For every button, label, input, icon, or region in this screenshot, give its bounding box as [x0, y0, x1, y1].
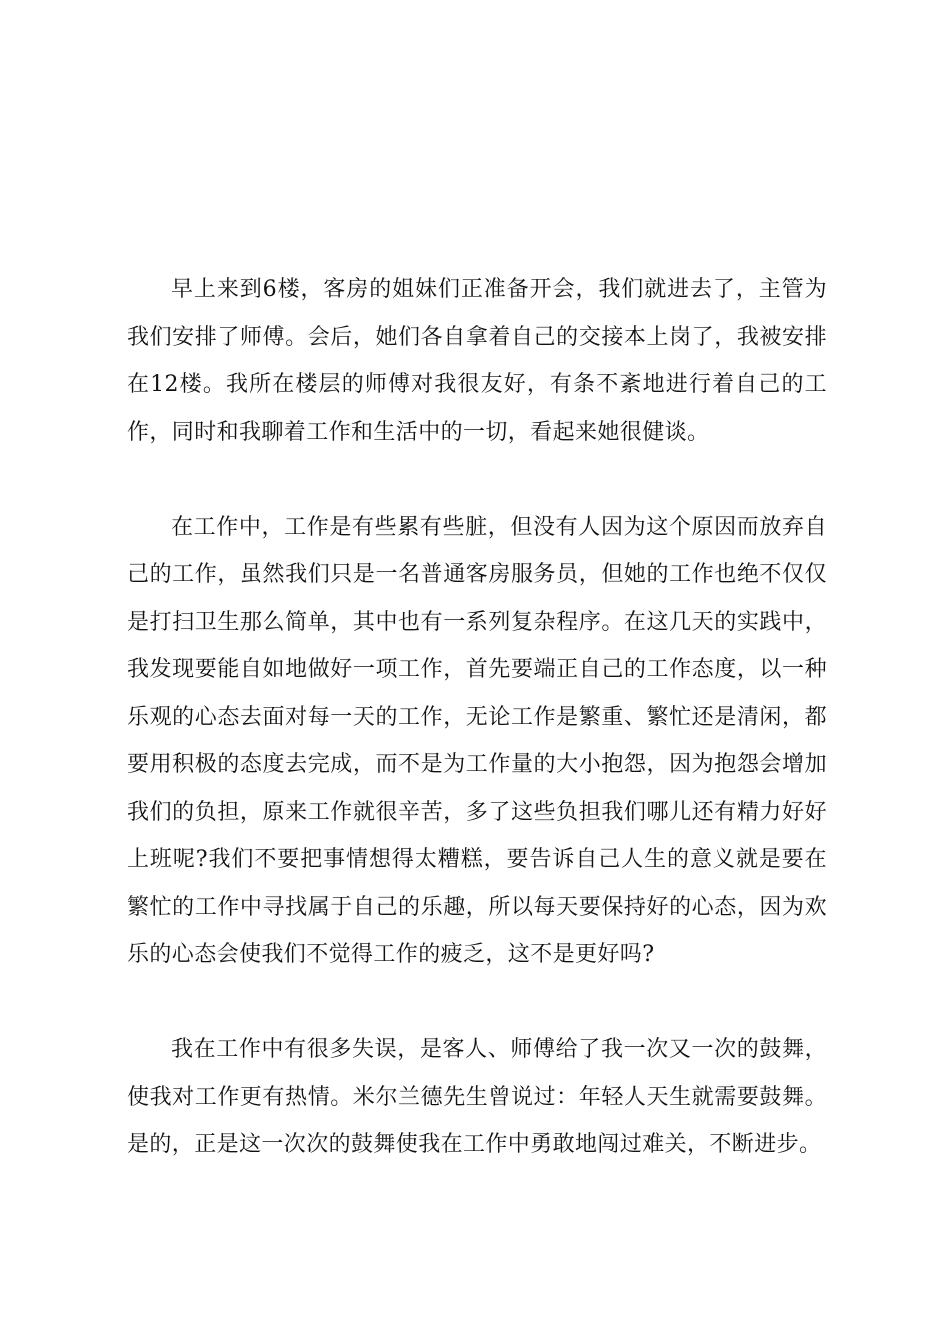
paragraph-1: 早上来到6楼，客房的姐妹们正准备开会，我们就进去了，主管为我们安排了师傅。会后，她们各自拿着自己的交接本上岗了，我被安排在12楼。我所在楼层的师傅对我很友好，有条不紊地进行着自己的工作，同时和我聊着工作和生活中的一切，看起来她很健谈。 — [127, 277, 827, 445]
document-body — [127, 266, 827, 1169]
paragraph-2: 在工作中，工作是有些累有些脏，但没有人因为这个原因而放弃自己的工作，虽然我们只是一名普通客房服务员，但她的工作也绝不仅仅是打扫卫生那么简单，其中也有一系列复杂程序。在这几天的实践中，我发现要能自如地做好一项工作，首先要端正自己的工作态度，以一种乐观的心态去面对每一天的工作，无论工作是繁重、繁忙还是清闲，都要用积极的态度去完成，而不是为工作量的大小抱怨，因为抱怨会增加我们的负担，原来工作就很辛苦，多了这些负担我们哪儿还有精力好好上班呢?我们不要把事情想得太糟糕，要告诉自己人生的意义就是要在繁忙的工作中寻找属于自己的乐趣，所以每天要保持好的心态，因为欢乐的心态会使我们不觉得工作的疲乏，这不是更好吗? — [127, 514, 827, 967]
paragraph-3: 我在工作中有很多失误，是客人、师傅给了我一次又一次的鼓舞，使我对工作更有热情。米尔兰德先生曾说过：年轻人天生就需要鼓舞。是的，正是这一次次的鼓舞使我在工作中勇敢地闯过难关，不断进步。 — [127, 1037, 827, 1157]
